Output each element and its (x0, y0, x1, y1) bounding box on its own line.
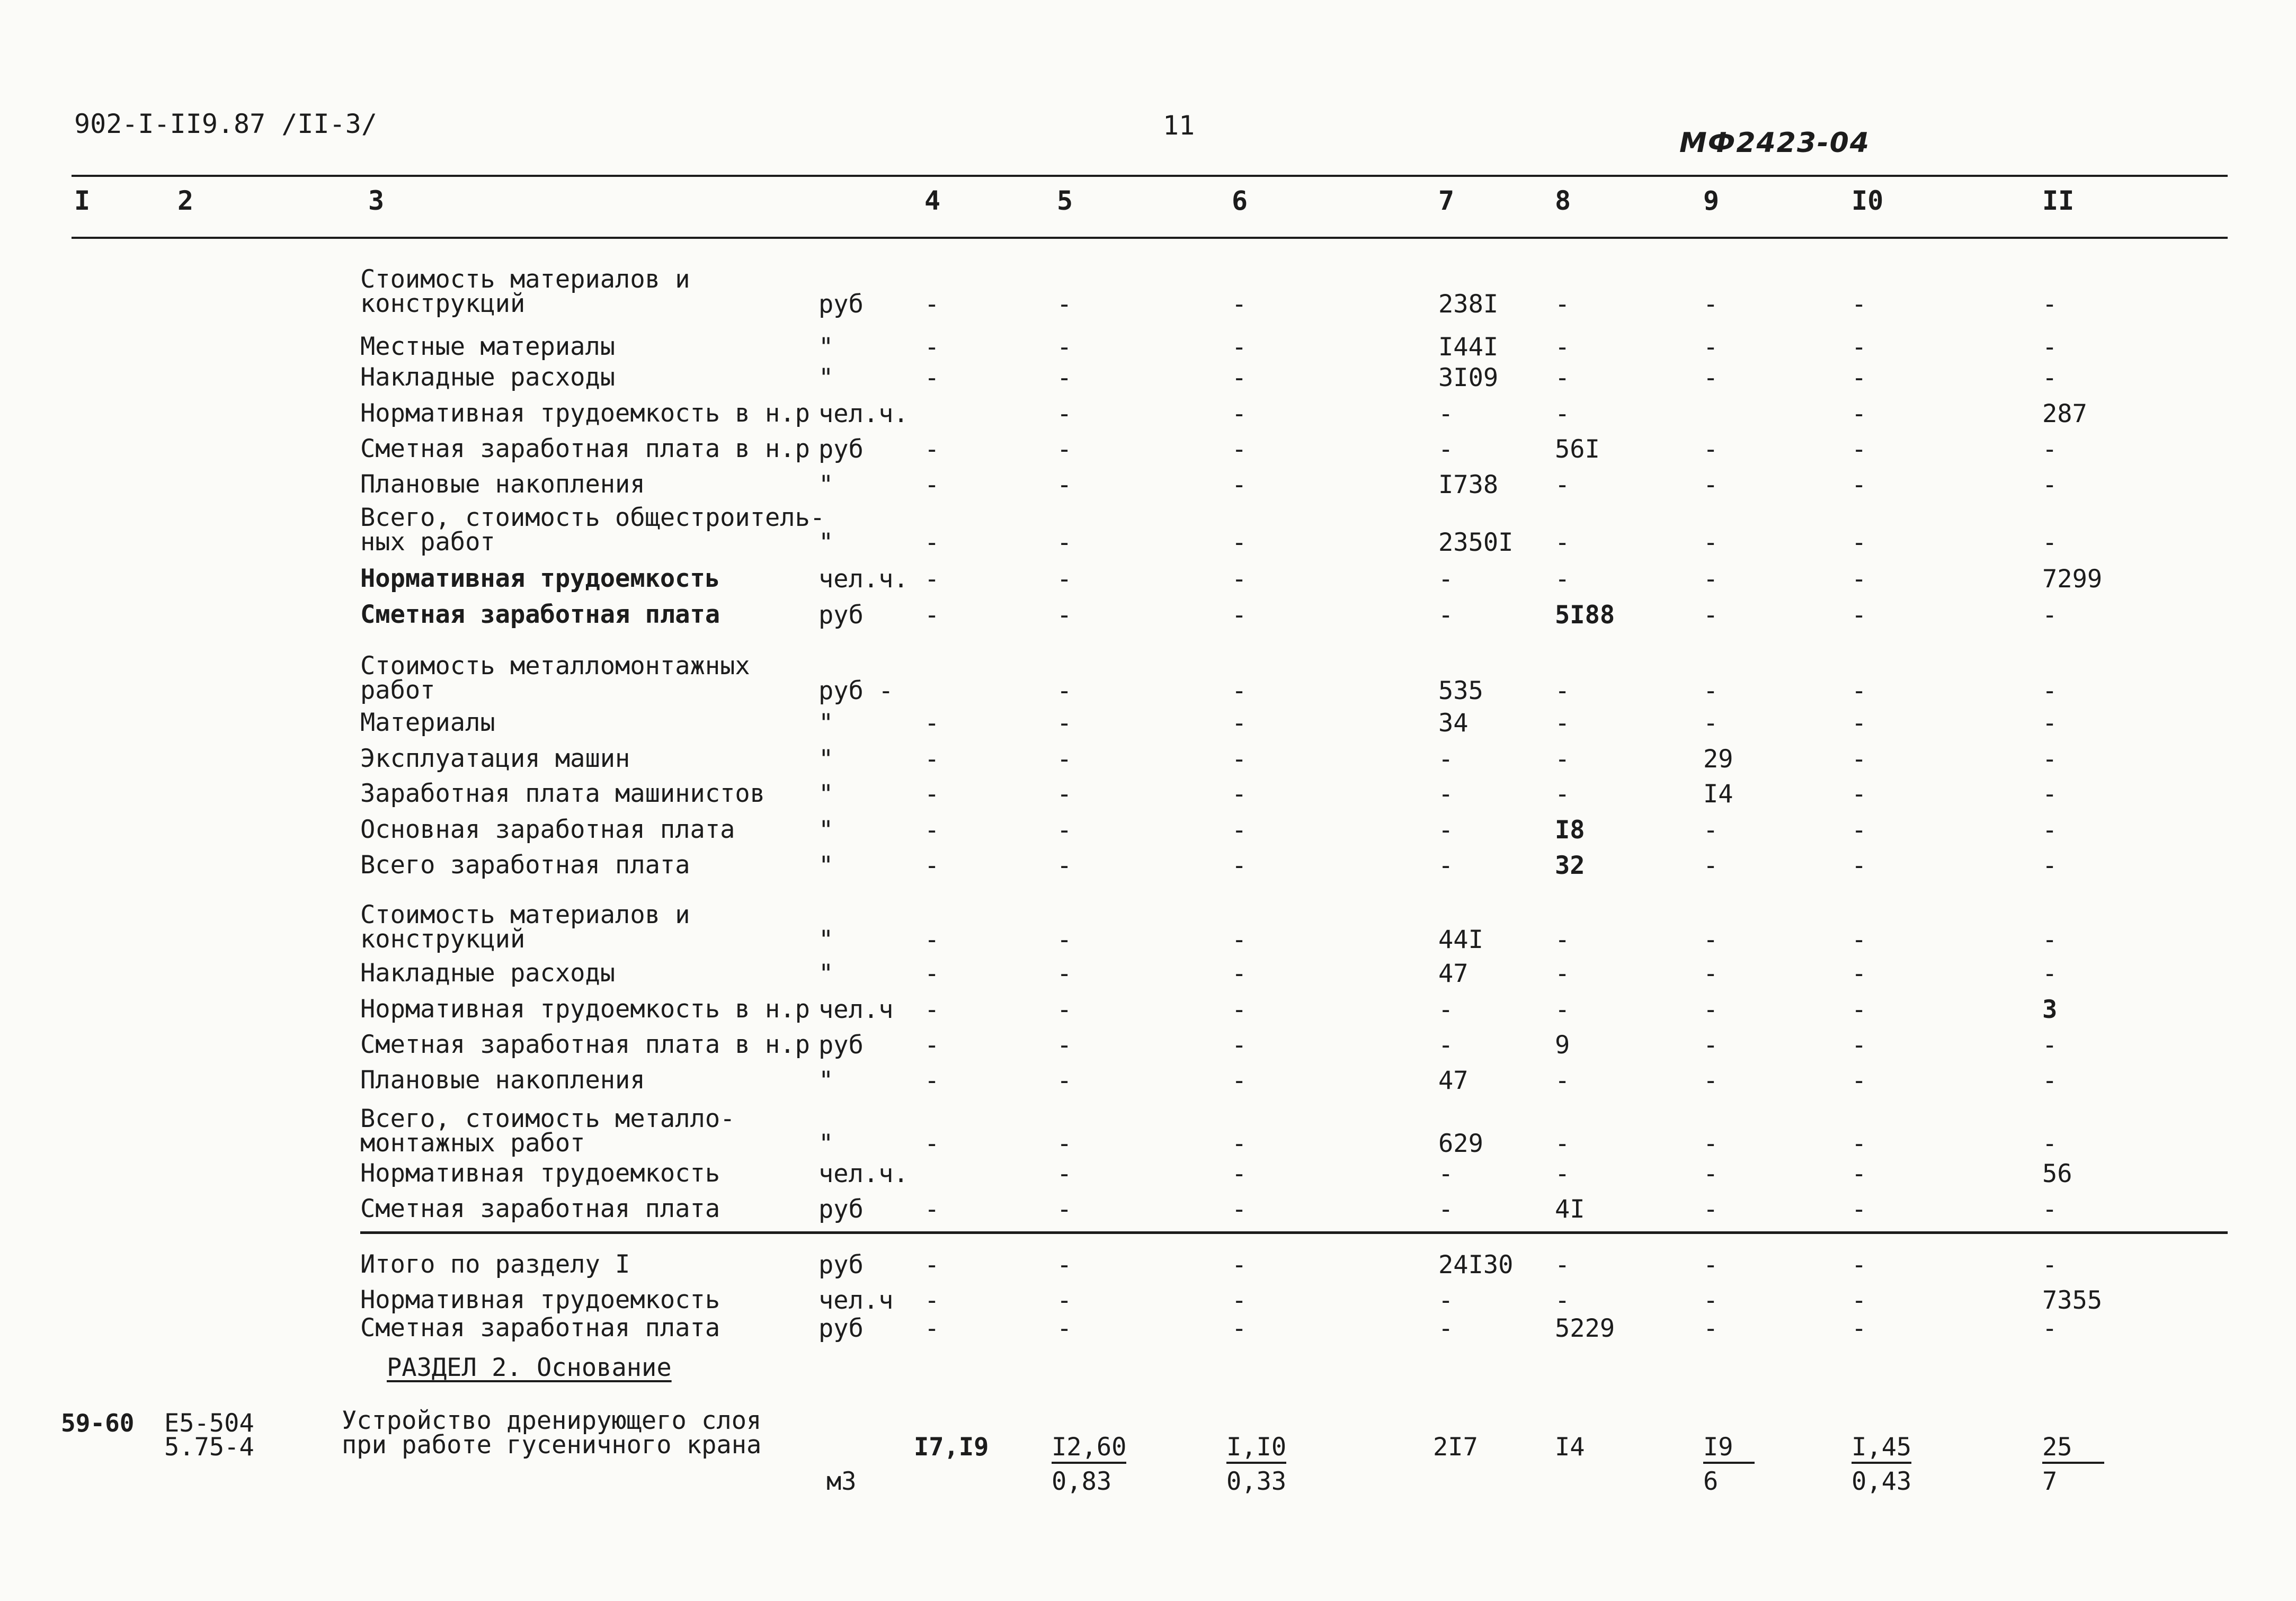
cell-c5: - (1057, 1031, 1072, 1060)
cell-c7: - (1438, 601, 1454, 630)
cell-c5: - (1057, 925, 1072, 954)
cell-c7: - (1438, 565, 1454, 594)
cell-c4: - (924, 925, 940, 954)
cell-c9: - (1703, 565, 1719, 594)
row-label: Стоимость материалов и конструкций (360, 265, 690, 318)
cell-c5: - (1057, 470, 1072, 499)
cell-c8: - (1555, 399, 1570, 428)
cell-c8: - (1555, 1159, 1570, 1188)
cell-c4: - (924, 565, 940, 594)
cell-c4: - (924, 333, 940, 362)
item-col11-bottom: 7 (2042, 1467, 2058, 1496)
row-unit: руб (818, 1031, 864, 1060)
item-col9-bottom: 6 (1703, 1467, 1719, 1496)
cell-c10: - (1852, 925, 1867, 954)
cell-c6: - (1232, 1031, 1247, 1060)
cell-c10: - (1852, 363, 1867, 392)
document-code: 902-I-II9.87 /II-3/ (74, 109, 377, 139)
cell-c9: - (1703, 333, 1719, 362)
cell-c8: - (1555, 528, 1570, 557)
cell-c5: - (1057, 959, 1072, 988)
cell-c4: - (924, 528, 940, 557)
cell-c10: - (1852, 995, 1867, 1024)
cell-c5: - (1057, 1195, 1072, 1224)
handwritten-code: МФ2423-04 (1679, 127, 1870, 159)
cell-c7: 44I (1438, 925, 1483, 954)
cell-c5: - (1057, 601, 1072, 630)
cell-c10: - (1852, 959, 1867, 988)
row-label: Нормативная трудоемкость в н.р (360, 399, 810, 428)
row-label: Сметная заработная плата в н.р (360, 434, 810, 463)
cell-c10: - (1852, 435, 1867, 464)
cell-c10: - (1852, 601, 1867, 630)
column-header-11: II (2042, 185, 2075, 216)
row-label: Всего, стоимость общестроитель- ных работ (360, 503, 825, 557)
item-col10-bottom: 0,43 (1852, 1467, 1912, 1496)
column-header-4: 4 (924, 185, 941, 216)
row-label: Нормативная трудоемкость (360, 1285, 720, 1314)
row-label: Эксплуатация машин (360, 744, 630, 773)
cell-c6: - (1232, 565, 1247, 594)
cell-c11: - (2042, 528, 2058, 557)
row-label: Нормативная трудоемкость (360, 1159, 720, 1188)
row-unit: " (818, 745, 834, 774)
page-number: 11 (1163, 110, 1195, 141)
item-code-line2: 5.75-4 (164, 1433, 254, 1462)
cell-c11: - (2042, 601, 2058, 630)
item-number: 59-60 (61, 1409, 135, 1437)
cell-c9: 29 (1703, 745, 1733, 774)
row-label: Стоимость металломонтажных работ (360, 651, 750, 705)
cell-c4: - (924, 959, 940, 988)
row-label: Плановые накопления (360, 1066, 645, 1095)
cell-c11: - (2042, 676, 2058, 705)
row-unit: " (818, 470, 834, 499)
row-label: Местные материалы (360, 332, 616, 361)
cell-c5: - (1057, 399, 1072, 428)
cell-c4: - (924, 1286, 940, 1315)
cell-c5: - (1057, 333, 1072, 362)
cell-c6: - (1232, 1066, 1247, 1095)
cell-c11: - (2042, 1066, 2058, 1095)
section2-heading: РАЗДЕЛ 2. Основание (387, 1353, 672, 1382)
cell-c7: 2350I (1438, 528, 1514, 557)
cell-c9: - (1703, 363, 1719, 392)
cell-c8: 32 (1555, 851, 1585, 880)
cell-c7: - (1438, 1314, 1454, 1343)
cell-c6: - (1232, 959, 1247, 988)
row-label: Нормативная трудоемкость в н.р (360, 995, 810, 1024)
cell-c10: - (1852, 470, 1867, 499)
cell-c4: - (924, 709, 940, 738)
cell-c4: - (924, 780, 940, 809)
cell-c6: - (1232, 363, 1247, 392)
cell-c6: - (1232, 601, 1247, 630)
cell-c11: - (2042, 745, 2058, 774)
cell-c8: - (1555, 780, 1570, 809)
cell-c6: - (1232, 709, 1247, 738)
cell-c8: 4I (1555, 1195, 1585, 1224)
cell-c8: 56I (1555, 435, 1600, 464)
row-unit: " (818, 780, 834, 809)
cell-c9: - (1703, 816, 1719, 845)
cell-c7: 629 (1438, 1129, 1483, 1158)
cell-c7: - (1438, 995, 1454, 1024)
cell-c9: - (1703, 528, 1719, 557)
cell-c11: - (2042, 435, 2058, 464)
cell-c4: - (924, 1031, 940, 1060)
cell-c5: - (1057, 290, 1072, 319)
cell-c8: 5229 (1555, 1314, 1615, 1343)
cell-c9: - (1703, 1066, 1719, 1095)
cell-c11: - (2042, 816, 2058, 845)
cell-c7: - (1438, 399, 1454, 428)
row-unit: чел.ч (818, 995, 894, 1024)
row-unit: " (818, 709, 834, 738)
cell-c8: - (1555, 470, 1570, 499)
row-unit: руб (818, 435, 864, 464)
column-header-3: 3 (368, 185, 385, 216)
row-label: Стоимость материалов и конструкций (360, 900, 690, 954)
cell-c8: - (1555, 709, 1570, 738)
row-unit: чел.ч. (818, 399, 909, 428)
cell-c10: - (1852, 851, 1867, 880)
cell-c11: 7299 (2042, 565, 2103, 594)
cell-c11: - (2042, 1031, 2058, 1060)
cell-c8: - (1555, 363, 1570, 392)
item-col5-top: I2,60 (1052, 1433, 1126, 1464)
cell-c6: - (1232, 1129, 1247, 1158)
cell-c10: - (1852, 676, 1867, 705)
row-label: Всего, стоимость металло- монтажных работ (360, 1104, 735, 1158)
cell-c10: - (1852, 333, 1867, 362)
cell-c6: - (1232, 995, 1247, 1024)
cell-c8: I8 (1555, 816, 1585, 845)
item-col7: 2I7 (1433, 1433, 1478, 1462)
cell-c9: - (1703, 1286, 1719, 1315)
row-unit: " (818, 528, 834, 557)
cell-c6: - (1232, 333, 1247, 362)
cell-c6: - (1232, 851, 1247, 880)
cell-c8: - (1555, 1250, 1570, 1280)
cell-c9: - (1703, 995, 1719, 1024)
cell-c7: - (1438, 816, 1454, 845)
cell-c11: 3 (2042, 995, 2058, 1024)
row-unit: " (818, 1066, 834, 1095)
cell-c5: - (1057, 709, 1072, 738)
column-header-2: 2 (177, 185, 194, 216)
cell-c11: - (2042, 709, 2058, 738)
cell-c4: - (924, 851, 940, 880)
cell-c4: - (924, 745, 940, 774)
cell-c11: - (2042, 470, 2058, 499)
cell-c10: - (1852, 745, 1867, 774)
row-label: Итого по разделу I (360, 1250, 630, 1279)
cell-c6: - (1232, 1286, 1247, 1315)
cell-c7: I44I (1438, 333, 1499, 362)
cell-c5: - (1057, 780, 1072, 809)
cell-c11: - (2042, 1314, 2058, 1343)
item-unit: м3 (826, 1467, 857, 1496)
row-unit: руб (818, 601, 864, 630)
cell-c5: - (1057, 676, 1072, 705)
row-unit: руб (818, 1250, 864, 1280)
row-label: Заработная плата машинистов (360, 779, 766, 808)
cell-c4: - (924, 1129, 940, 1158)
cell-c11: 7355 (2042, 1286, 2103, 1315)
cell-c4: - (924, 290, 940, 319)
cell-c5: - (1057, 851, 1072, 880)
cell-c10: - (1852, 399, 1867, 428)
cell-c9: - (1703, 959, 1719, 988)
cell-c9: - (1703, 470, 1719, 499)
cell-c6: - (1232, 435, 1247, 464)
cell-c5: - (1057, 995, 1072, 1024)
cell-c7: 47 (1438, 959, 1469, 988)
cell-c7: - (1438, 1195, 1454, 1224)
cell-c8: 9 (1555, 1031, 1570, 1060)
cell-c8: - (1555, 925, 1570, 954)
cell-c9: - (1703, 601, 1719, 630)
cell-c7: - (1438, 1286, 1454, 1315)
cell-c8: - (1555, 290, 1570, 319)
row-label: Накладные расходы (360, 363, 616, 392)
column-header-8: 8 (1555, 185, 1571, 216)
cell-c10: - (1852, 1195, 1867, 1224)
column-header-7: 7 (1438, 185, 1455, 216)
row-unit: чел.ч (818, 1286, 894, 1315)
cell-c11: 56 (2042, 1159, 2072, 1188)
row-unit: " (818, 925, 834, 954)
cell-c7: 34 (1438, 709, 1469, 738)
cell-c5: - (1057, 1129, 1072, 1158)
cell-c5: - (1057, 816, 1072, 845)
column-header-1: I (74, 185, 91, 216)
cell-c10: - (1852, 709, 1867, 738)
cell-c8: - (1555, 333, 1570, 362)
column-header-6: 6 (1232, 185, 1248, 216)
cell-c4: - (924, 1066, 940, 1095)
cell-c4: - (924, 1250, 940, 1280)
cell-c10: - (1852, 1286, 1867, 1315)
cell-c8: 5I88 (1555, 601, 1615, 630)
cell-c11: - (2042, 333, 2058, 362)
row-label: Нормативная трудоемкость (360, 564, 720, 593)
cell-c7: 535 (1438, 676, 1483, 705)
cell-c7: 24I30 (1438, 1250, 1514, 1280)
cell-c10: - (1852, 1066, 1867, 1095)
cell-c9: - (1703, 851, 1719, 880)
cell-c9: - (1703, 290, 1719, 319)
cell-c8: - (1555, 1286, 1570, 1315)
row-unit: " (818, 851, 834, 880)
item-col4: I7,I9 (914, 1433, 989, 1462)
header-top-rule (72, 175, 2228, 177)
cell-c7: 3I09 (1438, 363, 1499, 392)
row-label: Сметная заработная плата в н.р (360, 1030, 810, 1059)
cell-c11: - (2042, 363, 2058, 392)
cell-c6: - (1232, 399, 1247, 428)
cell-c7: - (1438, 851, 1454, 880)
header-bottom-rule (72, 237, 2228, 239)
cell-c7: - (1438, 1031, 1454, 1060)
cell-c5: - (1057, 528, 1072, 557)
cell-c6: - (1232, 745, 1247, 774)
cell-c10: - (1852, 565, 1867, 594)
cell-c9: - (1703, 1250, 1719, 1280)
cell-c4: - (924, 1195, 940, 1224)
cell-c9: - (1703, 709, 1719, 738)
cell-c9: - (1703, 1159, 1719, 1188)
cell-c6: - (1232, 1159, 1247, 1188)
cell-c11: - (2042, 925, 2058, 954)
cell-c7: 47 (1438, 1066, 1469, 1095)
cell-c7: 238I (1438, 290, 1499, 319)
row-unit: " (818, 363, 834, 392)
cell-c6: - (1232, 780, 1247, 809)
cell-c10: - (1852, 528, 1867, 557)
cell-c11: - (2042, 1129, 2058, 1158)
row-unit: руб (818, 1195, 864, 1224)
row-unit: чел.ч. (818, 1159, 909, 1188)
cell-c5: - (1057, 745, 1072, 774)
cell-c5: - (1057, 1159, 1072, 1188)
cell-c11: - (2042, 780, 2058, 809)
cell-c11: - (2042, 959, 2058, 988)
row-label: Сметная заработная плата (360, 1194, 720, 1223)
cell-c6: - (1232, 676, 1247, 705)
cell-c8: - (1555, 995, 1570, 1024)
cell-c10: - (1852, 1159, 1867, 1188)
item-code-line1: Е5-504 (164, 1409, 254, 1438)
cell-c6: - (1232, 925, 1247, 954)
totals-separator-rule (360, 1231, 2228, 1234)
cell-c7: - (1438, 435, 1454, 464)
cell-c4: - (924, 995, 940, 1024)
cell-c4: - (924, 816, 940, 845)
cell-c9: - (1703, 1195, 1719, 1224)
item-col6-top: I,I0 (1226, 1433, 1286, 1464)
cell-c5: - (1057, 363, 1072, 392)
row-unit: руб (818, 290, 864, 319)
cell-c5: - (1057, 1314, 1072, 1343)
row-label: Сметная заработная плата (360, 600, 720, 629)
cell-c10: - (1852, 816, 1867, 845)
row-unit: руб (818, 1314, 864, 1343)
cell-c5: - (1057, 435, 1072, 464)
cell-c6: - (1232, 470, 1247, 499)
row-label: Накладные расходы (360, 959, 616, 988)
cell-c8: - (1555, 565, 1570, 594)
row-label: Материалы (360, 708, 495, 737)
cell-c11: - (2042, 290, 2058, 319)
cell-c7: I738 (1438, 470, 1499, 499)
cell-c5: - (1057, 565, 1072, 594)
cell-c7: - (1438, 745, 1454, 774)
column-header-9: 9 (1703, 185, 1720, 216)
cell-c5: - (1057, 1066, 1072, 1095)
row-unit: чел.ч. (818, 565, 909, 594)
cell-c8: - (1555, 1066, 1570, 1095)
cell-c9: - (1703, 925, 1719, 954)
cell-c6: - (1232, 1195, 1247, 1224)
cell-c11: 287 (2042, 399, 2087, 428)
cell-c9: - (1703, 1314, 1719, 1343)
item-col9-top: I9 (1703, 1433, 1755, 1464)
cell-c6: - (1232, 1314, 1247, 1343)
item-col8: I4 (1555, 1433, 1585, 1462)
row-unit: руб - (818, 676, 894, 705)
row-label: Основная заработная плата (360, 815, 735, 844)
cell-c8: - (1555, 676, 1570, 705)
cell-c10: - (1852, 1314, 1867, 1343)
item-col6-bottom: 0,33 (1226, 1467, 1287, 1496)
cell-c5: - (1057, 1286, 1072, 1315)
column-header-10: I0 (1852, 185, 1884, 216)
column-header-5: 5 (1057, 185, 1073, 216)
cell-c9: - (1703, 1129, 1719, 1158)
cell-c10: - (1852, 290, 1867, 319)
cell-c11: - (2042, 1250, 2058, 1280)
item-name: Устройство дренирующего слоя при работе гусеничного крана (342, 1406, 762, 1460)
cell-c4: - (924, 1314, 940, 1343)
cell-c11: - (2042, 1195, 2058, 1224)
cell-c6: - (1232, 816, 1247, 845)
cell-c9: - (1703, 676, 1719, 705)
item-col10-top: I,45 (1852, 1433, 1911, 1464)
cell-c6: - (1232, 290, 1247, 319)
cell-c8: - (1555, 959, 1570, 988)
row-unit: " (818, 816, 834, 845)
cell-c4: - (924, 470, 940, 499)
cell-c6: - (1232, 1250, 1247, 1280)
row-unit: " (818, 959, 834, 988)
cell-c6: - (1232, 528, 1247, 557)
item-col5-bottom: 0,83 (1052, 1467, 1112, 1496)
row-label: Сметная заработная плата (360, 1313, 720, 1343)
row-label: Всего заработная плата (360, 851, 690, 880)
cell-c8: - (1555, 745, 1570, 774)
cell-c9: I4 (1703, 780, 1733, 809)
cell-c9: - (1703, 1031, 1719, 1060)
cell-c4: - (924, 363, 940, 392)
cell-c4: - (924, 601, 940, 630)
cell-c10: - (1852, 1129, 1867, 1158)
cell-c10: - (1852, 1031, 1867, 1060)
cell-c9: - (1703, 435, 1719, 464)
row-unit: " (818, 333, 834, 362)
cell-c8: - (1555, 1129, 1570, 1158)
cell-c10: - (1852, 780, 1867, 809)
row-unit: " (818, 1129, 834, 1158)
cell-c11: - (2042, 851, 2058, 880)
cell-c5: - (1057, 1250, 1072, 1280)
item-col11-top: 25 (2042, 1433, 2104, 1464)
cell-c7: - (1438, 1159, 1454, 1188)
cell-c7: - (1438, 780, 1454, 809)
row-label: Плановые накопления (360, 470, 645, 499)
cell-c10: - (1852, 1250, 1867, 1280)
cell-c4: - (924, 435, 940, 464)
